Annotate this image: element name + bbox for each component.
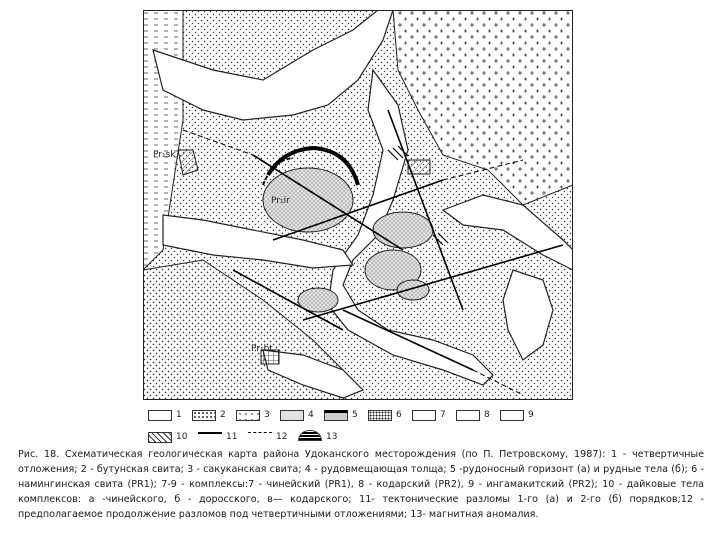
legend-num-8: 8 [484,410,490,420]
legend-swatch-9 [500,410,524,421]
label-pr1ir: Pr₁ir [271,196,290,206]
legend-num-6: 6 [396,410,402,420]
legend-swatch-3 [236,410,260,421]
legend-swatch-11 [198,432,222,443]
legend-swatch-13 [298,430,322,441]
legend-num-5: 5 [352,410,358,420]
map-drawing [143,10,573,400]
legend-swatch-7 [412,410,436,421]
legend-swatch-10 [148,432,172,443]
legend-swatch-6 [368,410,392,421]
legend-num-10: 10 [176,432,188,442]
legend-swatch-8 [456,410,480,421]
map-legend [143,408,583,448]
legend-num-4: 4 [308,410,314,420]
legend-num-9: 9 [528,410,534,420]
legend-num-13: 13 [326,432,338,442]
legend-num-11: 11 [226,432,238,442]
legend-num-7: 7 [440,410,446,420]
figure-caption: Рис. 18. Схематическая геологическая карта района Удоканского месторождения (по П. Петровскому, 1987): 1 - четвертичные отложения; 2 - бутунская свита; 3 - сакуканская свита; 4 - рудовмещающая толща; 5 -рудоносный горизонт (а) и рудные тела (б); 6 - намингинская свита (PR1); 7-9 - комплексы:7 - чинейский (PR1), 8 - кодарский (PR2), 9 - ингамакитский (PR2); 10 - дайковые тела комплексов: а -чинейского, б - дороcского, в— кодарского; 11- тектонические разломы 1-го (а) и 2-го (б) порядков;12 - предполагаемое продолжение разломов под четвертичными отложениями; 13- магнитная аномалия. [18,449,704,520]
legend-swatch-2 [192,410,216,421]
label-pr1bt: Pr₁bt [251,344,273,354]
legend-num-1: 1 [176,410,182,420]
label-pr1sk: Pr₁sk [153,150,176,160]
legend-swatch-12 [248,432,272,443]
legend-swatch-1 [148,410,172,421]
legend-num-2: 2 [220,410,226,420]
legend-num-3: 3 [264,410,270,420]
legend-num-12: 12 [276,432,288,442]
legend-swatch-5 [324,410,348,421]
geological-map [143,10,573,400]
legend-swatch-4 [280,410,304,421]
